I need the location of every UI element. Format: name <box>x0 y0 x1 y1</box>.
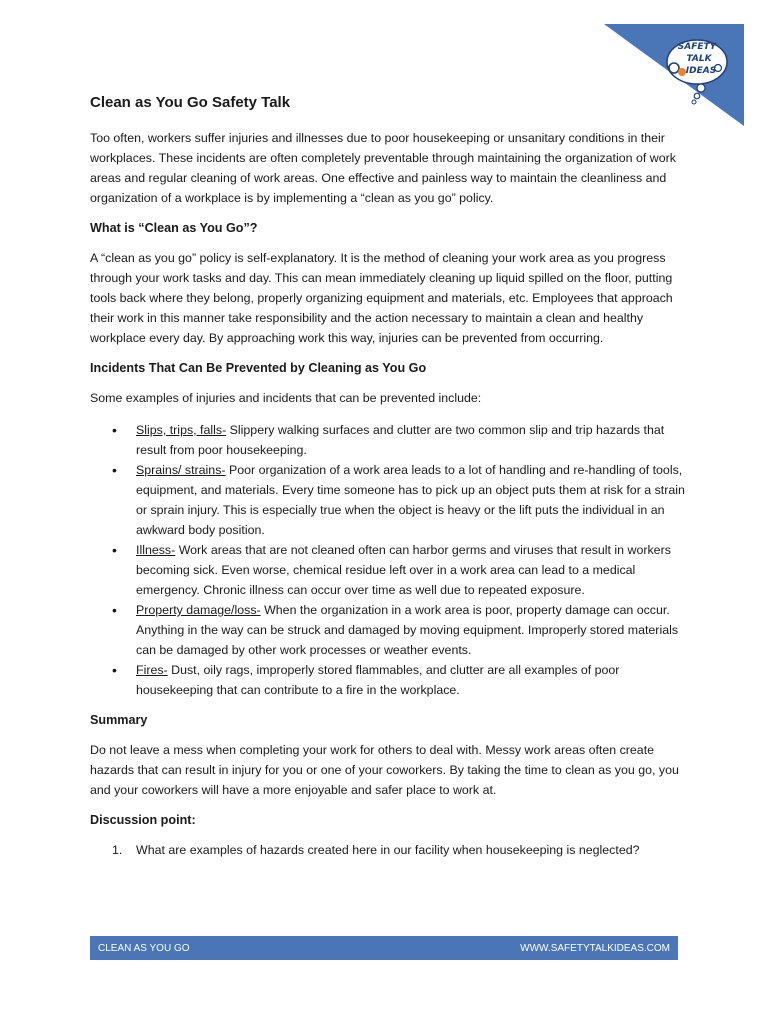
footer-website: WWW.SAFETYTALKIDEAS.COM <box>520 942 670 954</box>
list-item-text: What are examples of hazards created here in our facility when housekeeping is neglected? <box>136 843 640 857</box>
list-item <box>136 460 686 540</box>
list-item-term: Property damage/loss- <box>136 603 261 617</box>
list-item-text: Slippery walking surfaces and clutter are two common slip and trip hazards that result from poor housekeeping. <box>136 423 665 457</box>
list-item <box>136 540 686 600</box>
section-body-summary: Do not leave a mess when completing your work for others to deal with. Messy work areas often create hazards that can result in injury for you or one of your coworkers. By taking the time to clean as you go, you and your coworkers will have a more enjoyable and safer place to work at. <box>90 743 679 797</box>
list-item <box>136 600 686 660</box>
section-heading-what-is: What is “Clean as You Go”? <box>90 221 258 235</box>
page-footer <box>90 936 678 960</box>
list-item <box>136 420 686 460</box>
discussion-list <box>90 840 686 860</box>
section-heading-incidents: Incidents That Can Be Prevented by Cleaning as You Go <box>90 361 427 375</box>
list-item-number: 1. <box>112 843 123 857</box>
section-lead-incidents: Some examples of injuries and incidents that can be prevented include: <box>90 391 482 405</box>
logo-line-1: SAFETY <box>677 42 717 52</box>
incident-list <box>90 420 686 700</box>
section-heading-discussion: Discussion point: <box>90 813 196 827</box>
page-title: Clean as You Go Safety Talk <box>90 94 291 111</box>
section-body-what-is: A “clean as you go” policy is self-explanatory. It is the method of cleaning your work area as you progress through your work tasks and day. This can mean immediately cleaning up liquid spilled on the floor, putting tools back where they belong, properly organizing equipment and materials, etc. Employees that approach their work in this manner take responsibility and the action necessary to maintain a clean and healthy workplace every day. By approaching work this way, injuries can be prevented from occurring. <box>90 251 673 345</box>
list-item-text: Work areas that are not cleaned often can harbor germs and viruses that result in workers becoming sick. Even worse, chemical residue left over in a work area can lead to a medical emergency. Chronic illness can occur over time as well due to repeated exposure. <box>136 543 671 597</box>
section-heading-summary: Summary <box>90 713 148 727</box>
document-body <box>90 92 686 860</box>
list-item-text: Poor organization of a work area leads to a lot of handling and re-handling of tools, equipment, and materials. Every time someone has to pick up an object puts them at risk for a strain or sprain injury. This is especially true when the object is heavy or the lift puts the individual in an awkward body position. <box>136 463 685 537</box>
list-item <box>136 660 686 700</box>
list-item-term: Sprains/ strains- <box>136 463 226 477</box>
footer-title: CLEAN AS YOU GO <box>98 942 190 954</box>
list-item-text: Dust, oily rags, improperly stored flammables, and clutter are all examples of poor housekeeping that can contribute to a fire in the workplace. <box>136 663 620 697</box>
intro-paragraph: Too often, workers suffer injuries and illnesses due to poor housekeeping or unsanitary conditions in their workplaces. These incidents are often completely preventable through maintaining the organization of work areas and regular cleaning of work areas. One effective and painless way to maintain the cleanliness and organization of a workplace is by implementing a “clean as you go” policy. <box>90 131 676 205</box>
logo-line-2: TALK <box>686 54 712 64</box>
list-item-text: When the organization in a work area is poor, property damage can occur. Anything in the way can be struck and damaged by moving equipment. Improperly stored materials can be damaged by other work processes or weather events. <box>136 603 679 657</box>
logo-line-3: IDEAS <box>685 66 717 76</box>
list-item <box>112 840 686 860</box>
list-item-term: Slips, trips, falls- <box>136 423 227 437</box>
list-item-term: Illness- <box>136 543 176 557</box>
list-item-term: Fires- <box>136 663 168 677</box>
